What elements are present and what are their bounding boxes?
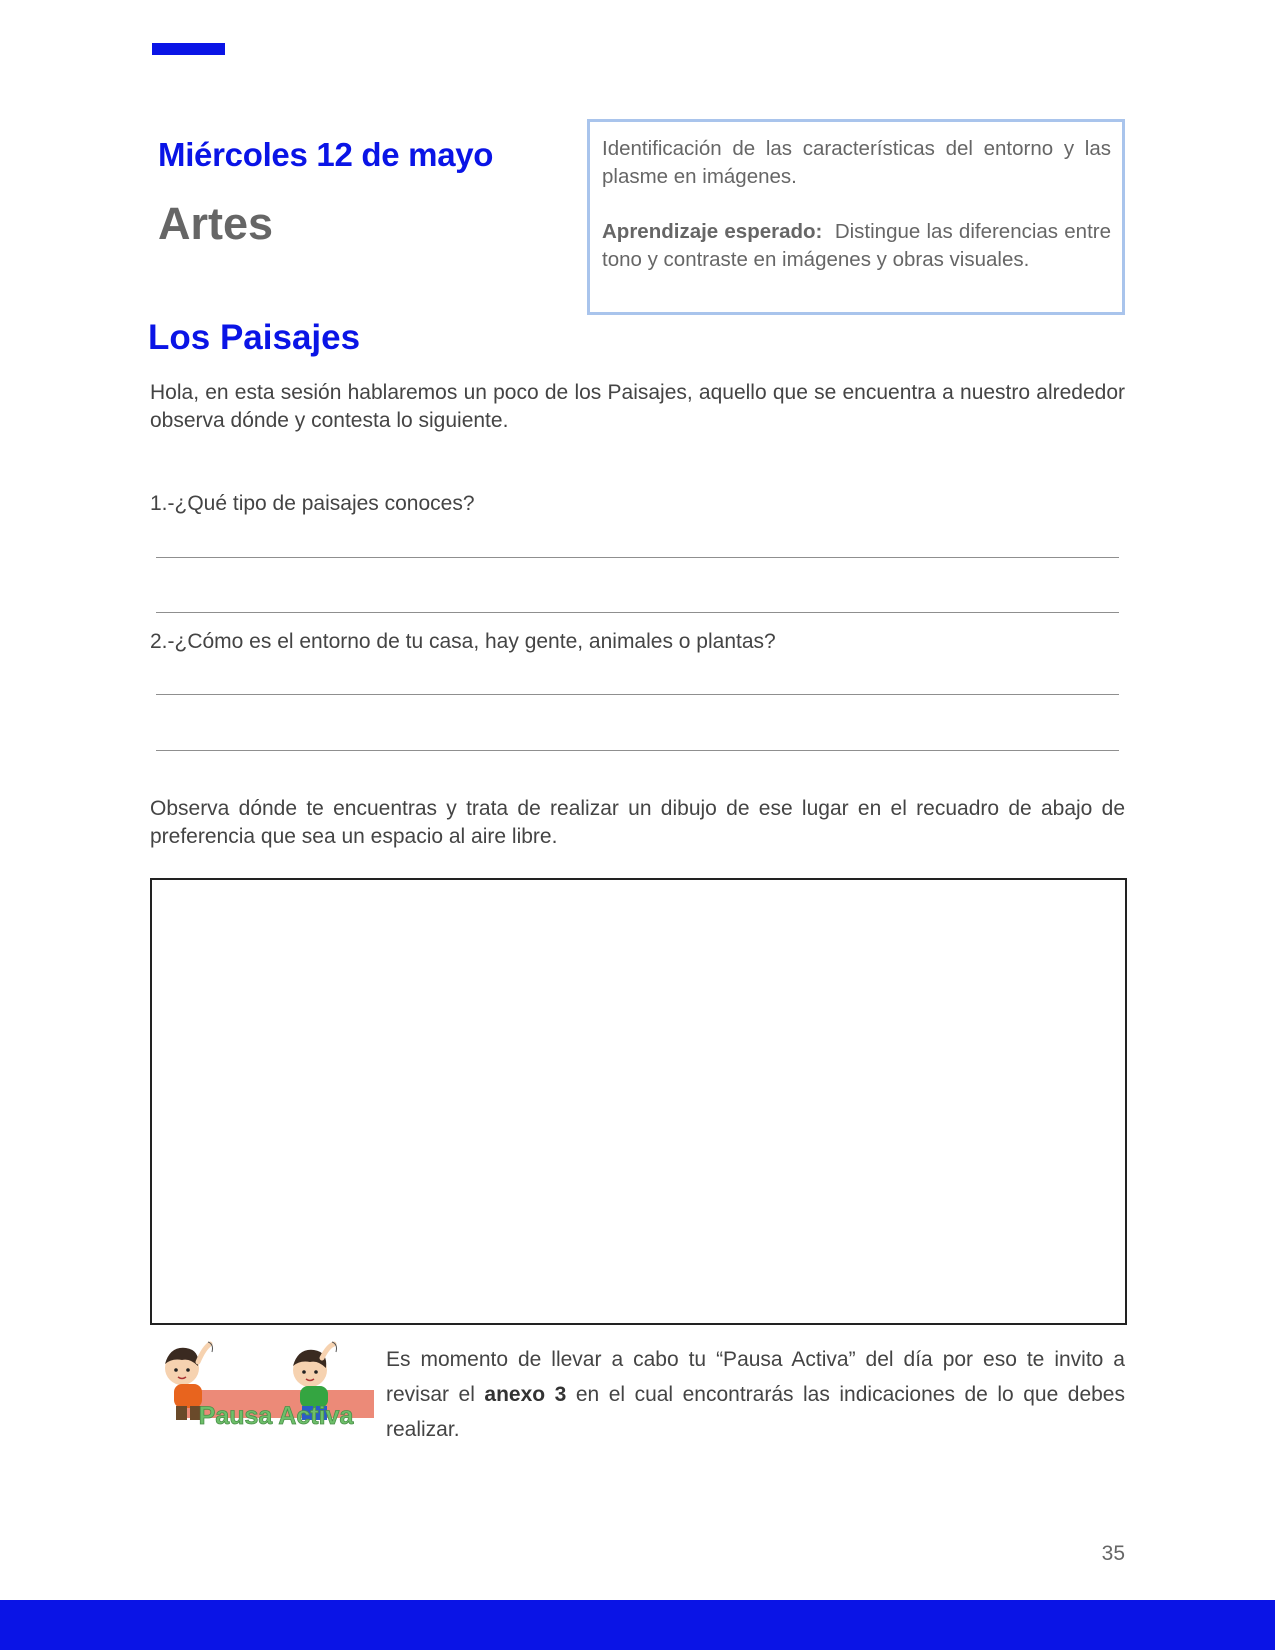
annex-reference: anexo 3 [484,1383,567,1406]
objective-text: Identificación de las características del entorno y las plasme en imágenes. [602,137,1111,188]
drawing-instruction: Observa dónde te encuentras y trata de realizar un dibujo de ese lugar en el recuadro de abajo de preferencia que sea un espacio al aire libre. [150,797,1125,848]
drawing-area[interactable] [150,878,1127,1325]
answer-line[interactable] [156,694,1119,695]
pausa-activa-illustration [160,1340,380,1430]
intro-paragraph: Hola, en esta sesión hablaremos un poco de los Paisajes, aquello que se encuentra a nuestro alrededor observa dónde y contesta lo siguiente. [150,381,1125,432]
question-2: 2.-¿Cómo es el entorno de tu casa, hay gente, animales o plantas? [150,630,776,653]
pause-text-before: Es momento de llevar a cabo tu “Pausa Activa” del día por eso te invito a revisar el [386,1348,1125,1406]
date-title: Miércoles 12 de mayo [158,136,494,173]
answer-line[interactable] [156,557,1119,558]
learning-objective [602,218,1111,273]
page-number: 35 [1101,1542,1125,1565]
footer-bar [0,1600,1275,1650]
section-title: Los Paisajes [148,318,361,357]
objective-box [587,119,1125,315]
pause-paragraph [386,1342,1125,1447]
subject-title: Artes [158,198,274,249]
answer-line[interactable] [156,612,1119,613]
pausa-activa-label: Pausa Activa [198,1402,354,1430]
question-1: 1.-¿Qué tipo de paisajes conoces? [150,492,475,515]
top-accent-bar [152,43,225,55]
learning-label: Aprendizaje esperado: [602,220,823,243]
answer-line[interactable] [156,750,1119,751]
learning-text: Distingue las diferencias entre tono y contraste en imágenes y obras visuales. [602,220,1111,271]
pause-text-after: en el cual encontrarás las indicaciones de lo que debes realizar. [386,1383,1125,1441]
